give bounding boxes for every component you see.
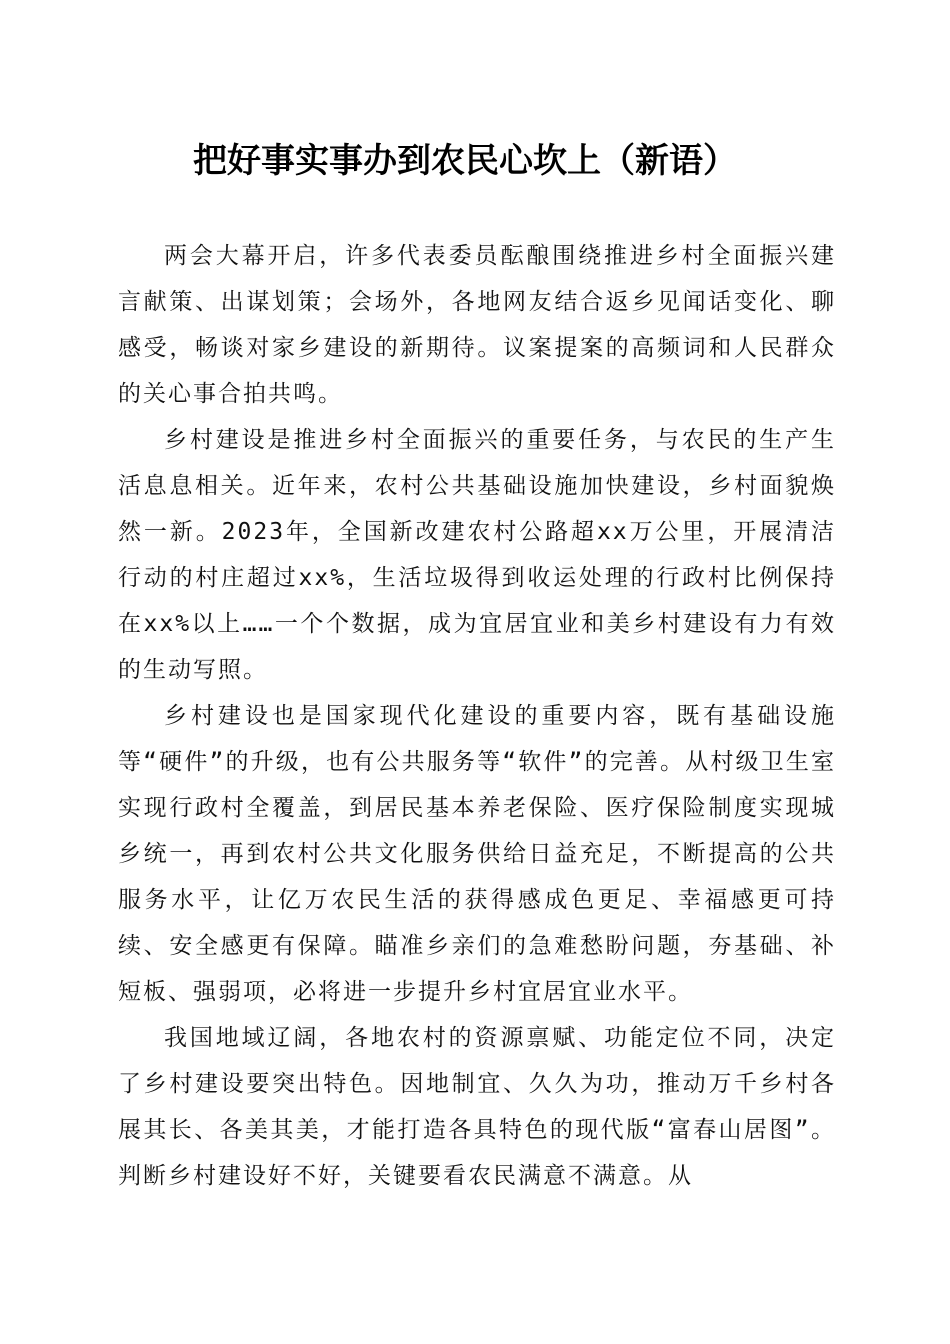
- document-body: [118, 233, 836, 1199]
- paragraph: 我国地域辽阔，各地农村的资源禀赋、功能定位不同，决定了乡村建设要突出特色。因地制宜、久久为功，推动万千乡村各展其长、各美其美，才能打造各具特色的现代版“富春山居图”。判断乡村建设好不好，关键要看农民满意不满意。从: [118, 1025, 836, 1189]
- document-title: 把好事实事办到农民心坎上（新语）: [193, 141, 737, 181]
- paragraph: 两会大幕开启，许多代表委员酝酿围绕推进乡村全面振兴建言献策、出谋划策；会场外，各地网友结合返乡见闻话变化、聊感受，畅谈对家乡建设的新期待。议案提案的高频词和人民群众的关心事合拍共鸣。: [118, 243, 836, 407]
- paragraph: 乡村建设是推进乡村全面振兴的重要任务，与农民的生产生活息息相关。近年来，农村公共基础设施加快建设，乡村面貌焕然一新。2023年，全国新改建农村公路超xx万公里，开展清洁行动的村庄超过xx%，生活垃圾得到收运处理的行政村比例保持在xx%以上……一个个数据，成为宜居宜业和美乡村建设有力有效的生动写照。: [118, 427, 836, 683]
- paragraph: 乡村建设也是国家现代化建设的重要内容，既有基础设施等“硬件”的升级，也有公共服务等“软件”的完善。从村级卫生室实现行政村全覆盖，到居民基本养老保险、医疗保险制度实现城乡统一，再到农村公共文化服务供给日益充足，不断提高的公共服务水平，让亿万农民生活的获得感成色更足、幸福感更可持续、安全感更有保障。瞄准乡亲们的急难愁盼问题，夯基础、补短板、强弱项，必将进一步提升乡村宜居宜业水平。: [118, 703, 836, 1005]
